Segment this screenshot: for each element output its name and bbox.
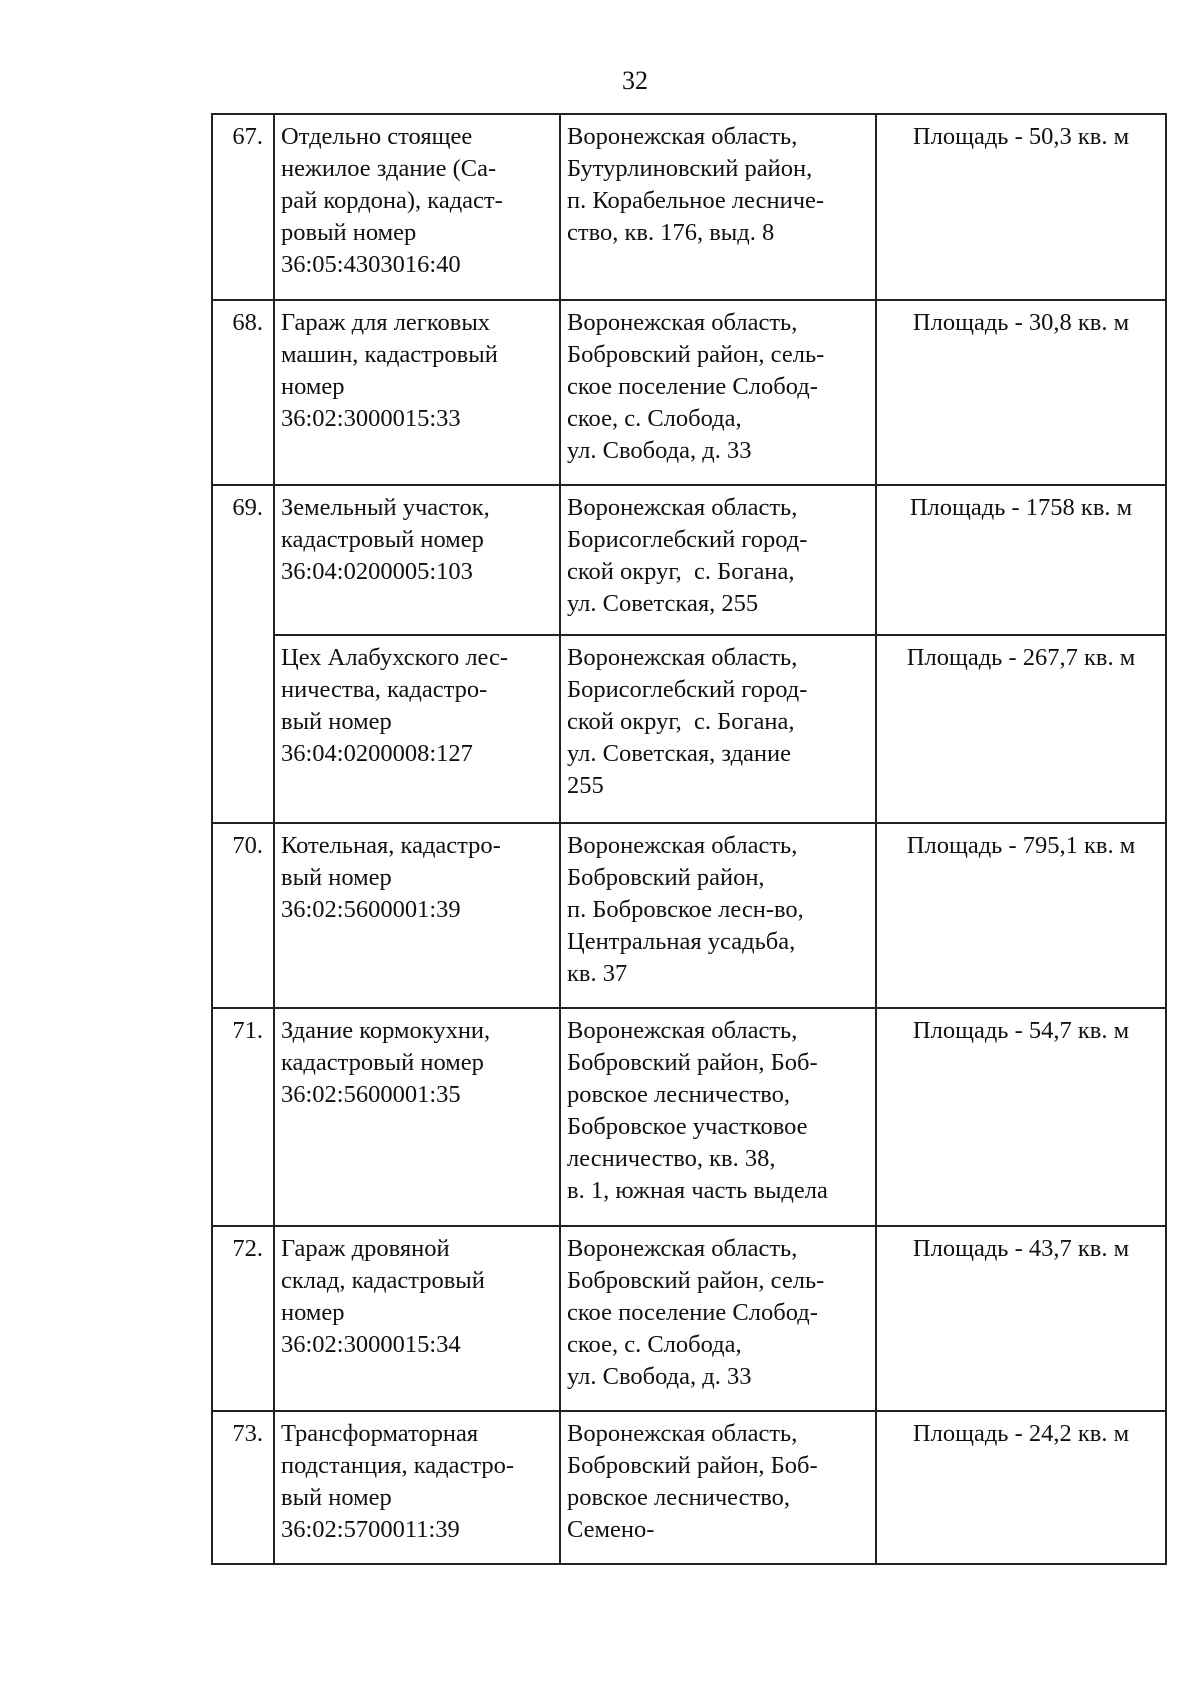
table-row	[212, 1411, 1166, 1564]
area-cell: Площадь - 54,7 кв. м	[876, 1008, 1166, 1226]
address-line: ровское лесничество,	[567, 1484, 790, 1511]
area-cell: Площадь - 795,1 кв. м	[876, 823, 1166, 1008]
address-line: ул. Советская, 255	[567, 590, 759, 617]
address-line: в. 1, южная часть выдела	[567, 1177, 828, 1204]
address-line: Воронежская область,	[567, 1420, 798, 1447]
row-number	[212, 635, 274, 823]
cadastral-number: 36:05:4303016:40	[281, 251, 461, 278]
property-name-line: Цех Алабухского лес-	[281, 644, 509, 671]
address-line: Воронежская область,	[567, 832, 798, 859]
address-cell	[560, 1411, 876, 1564]
address-line: Бобровский район,	[567, 864, 765, 891]
property-name-line: ровый номер	[281, 219, 417, 246]
property-name-line: Гараж дровяной	[281, 1235, 450, 1262]
property-name-cell	[274, 300, 560, 485]
address-line: лесничество, кв. 38,	[567, 1145, 776, 1172]
address-cell	[560, 1008, 876, 1226]
area-cell: Площадь - 50,3 кв. м	[876, 114, 1166, 300]
address-line: п. Корабельное лесниче-	[567, 187, 825, 214]
address-line: Бобровский район, сель-	[567, 1267, 825, 1294]
address-line: Бобровский район, сель-	[567, 341, 825, 368]
address-cell	[560, 485, 876, 635]
property-name-line: рай кордона), кадаст-	[281, 187, 503, 214]
address-cell	[560, 114, 876, 300]
property-name-line: ничества, кадастро-	[281, 676, 488, 703]
cadastral-number: 36:04:0200005:103	[281, 558, 473, 585]
property-name-line: Трансформаторная	[281, 1420, 479, 1447]
address-cell	[560, 635, 876, 823]
property-name-line: склад, кадастровый	[281, 1267, 485, 1294]
address-line: Воронежская область,	[567, 1235, 798, 1262]
property-name-line: Здание кормокухни,	[281, 1017, 491, 1044]
address-line: ское поселение Слобод-	[567, 1299, 818, 1326]
property-name-line: Гараж для легковых	[281, 309, 491, 336]
property-name-line: Котельная, кадастро-	[281, 832, 501, 859]
address-line: ровское лесничество,	[567, 1081, 790, 1108]
address-line: ское поселение Слобод-	[567, 373, 818, 400]
property-name-line: кадастровый номер	[281, 526, 484, 553]
address-line: Воронежская область,	[567, 1017, 798, 1044]
property-name-line: вый номер	[281, 864, 392, 891]
row-number: 71.	[212, 1008, 274, 1226]
address-line: Воронежская область,	[567, 644, 798, 671]
address-line: Семено-	[567, 1516, 655, 1543]
cadastral-number: 36:02:5600001:35	[281, 1081, 461, 1108]
address-line: Бутурлиновский район,	[567, 155, 813, 182]
cadastral-number: 36:02:5600001:39	[281, 896, 461, 923]
row-number: 70.	[212, 823, 274, 1008]
table-row	[212, 823, 1166, 1008]
address-cell	[560, 823, 876, 1008]
address-line: ул. Советская, здание	[567, 740, 792, 767]
address-line: Воронежская область,	[567, 309, 798, 336]
address-line: Борисоглебский город-	[567, 676, 808, 703]
property-name-line: номер	[281, 373, 345, 400]
area-cell: Площадь - 24,2 кв. м	[876, 1411, 1166, 1564]
address-line: ское, с. Слобода,	[567, 1331, 742, 1358]
property-name-line: нежилое здание (Са-	[281, 155, 497, 182]
property-name-line: подстанция, кадастро-	[281, 1452, 515, 1479]
property-name-line: вый номер	[281, 708, 392, 735]
address-line: ской округ, с. Богана,	[567, 708, 795, 735]
table-row	[212, 300, 1166, 485]
address-line: Центральная усадьба,	[567, 928, 796, 955]
table-row	[212, 635, 1166, 823]
property-table	[211, 113, 1167, 1565]
table-row	[212, 1226, 1166, 1411]
table-row	[212, 485, 1166, 635]
row-number: 68.	[212, 300, 274, 485]
property-name-line: машин, кадастровый	[281, 341, 498, 368]
address-line: ул. Свобода, д. 33	[567, 1363, 752, 1390]
property-name-cell	[274, 485, 560, 635]
page-number: 32	[622, 66, 648, 95]
address-line: кв. 37	[567, 960, 628, 987]
address-line: п. Бобровское лесн-во,	[567, 896, 804, 923]
property-name-cell	[274, 635, 560, 823]
property-name-line: номер	[281, 1299, 345, 1326]
address-line: ство, кв. 176, выд. 8	[567, 219, 775, 246]
address-line: ское, с. Слобода,	[567, 405, 742, 432]
property-name-line: Отдельно стоящее	[281, 123, 473, 150]
property-name-cell	[274, 1008, 560, 1226]
area-cell: Площадь - 43,7 кв. м	[876, 1226, 1166, 1411]
address-line: Воронежская область,	[567, 494, 798, 521]
property-name-line: Земельный участок,	[281, 494, 490, 521]
address-cell	[560, 1226, 876, 1411]
row-number: 67.	[212, 114, 274, 300]
table-row	[212, 1008, 1166, 1226]
cadastral-number: 36:02:3000015:33	[281, 405, 461, 432]
address-line: 255	[567, 772, 604, 799]
address-line: Борисоглебский город-	[567, 526, 808, 553]
area-cell: Площадь - 267,7 кв. м	[876, 635, 1166, 823]
address-line: Бобровский район, Боб-	[567, 1049, 818, 1076]
property-name-cell	[274, 1411, 560, 1564]
cadastral-number: 36:02:3000015:34	[281, 1331, 461, 1358]
table-row	[212, 114, 1166, 300]
area-cell: Площадь - 30,8 кв. м	[876, 300, 1166, 485]
property-name-line: вый номер	[281, 1484, 392, 1511]
property-name-cell	[274, 1226, 560, 1411]
property-name-cell	[274, 114, 560, 300]
row-number: 73.	[212, 1411, 274, 1564]
property-name-line: кадастровый номер	[281, 1049, 484, 1076]
address-line: Воронежская область,	[567, 123, 798, 150]
address-cell	[560, 300, 876, 485]
cadastral-number: 36:02:5700011:39	[281, 1516, 460, 1543]
address-line: Бобровское участковое	[567, 1113, 808, 1140]
address-line: ул. Свобода, д. 33	[567, 437, 752, 464]
property-name-cell	[274, 823, 560, 1008]
address-line: Бобровский район, Боб-	[567, 1452, 818, 1479]
row-number: 69.	[212, 485, 274, 635]
area-cell: Площадь - 1758 кв. м	[876, 485, 1166, 635]
row-number: 72.	[212, 1226, 274, 1411]
address-line: ской округ, с. Богана,	[567, 558, 795, 585]
cadastral-number: 36:04:0200008:127	[281, 740, 473, 767]
